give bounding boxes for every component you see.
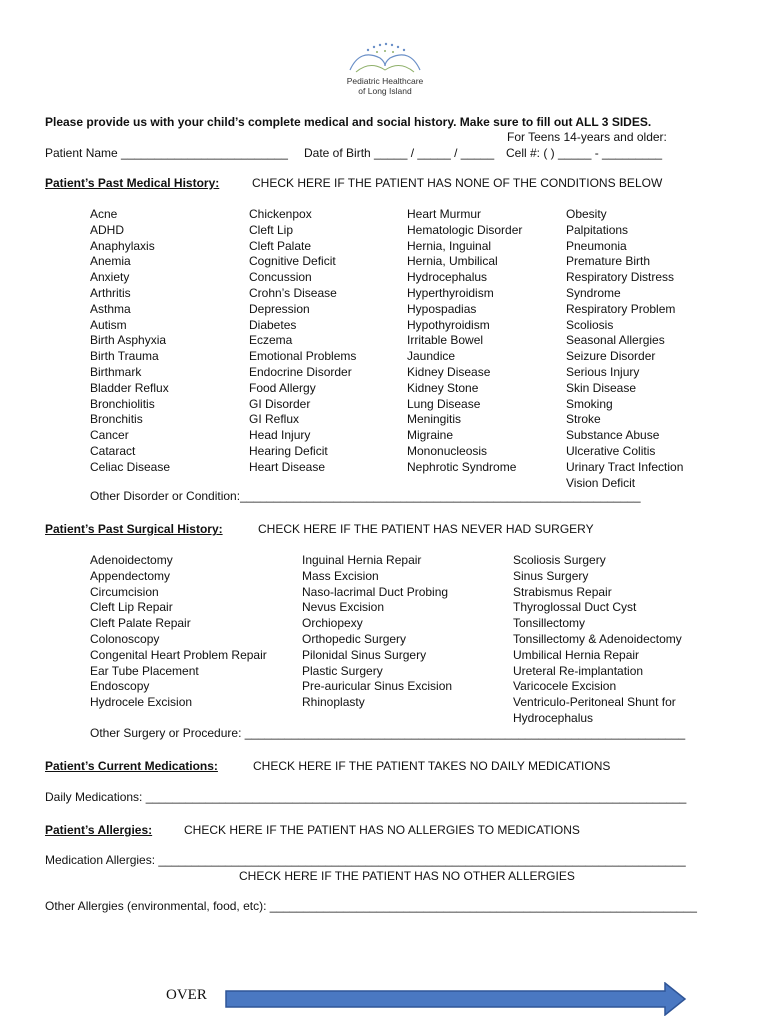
- list-item[interactable]: Food Allergy: [249, 380, 316, 395]
- list-item[interactable]: Cleft Palate: [249, 238, 312, 253]
- list-item[interactable]: Arthritis: [90, 285, 131, 300]
- list-item[interactable]: Sinus Surgery: [513, 568, 589, 583]
- logo-hands-icon: [330, 40, 440, 76]
- list-item[interactable]: Lung Disease: [407, 396, 481, 411]
- list-item[interactable]: Crohn’s Disease: [249, 285, 337, 300]
- list-item[interactable]: Jaundice: [407, 349, 456, 364]
- list-item[interactable]: Cleft Lip: [249, 222, 294, 237]
- list-item[interactable]: Irritable Bowel: [407, 333, 484, 348]
- list-item[interactable]: Obesity: [566, 207, 607, 221]
- list-item[interactable]: Scoliosis: [566, 317, 614, 332]
- list-item[interactable]: Circumcision: [90, 584, 159, 599]
- list-item[interactable]: Strabismus Repair: [513, 584, 612, 599]
- right-arrow-icon: [225, 982, 687, 1016]
- list-item[interactable]: Smoking: [566, 396, 613, 411]
- list-item[interactable]: Kidney Stone: [407, 380, 479, 395]
- medical-column-2: [249, 207, 356, 476]
- list-item[interactable]: Diabetes: [249, 317, 297, 332]
- list-item[interactable]: Birth Asphyxia: [90, 333, 167, 348]
- allergies-title: Patient’s Allergies:: [45, 823, 153, 837]
- list-item[interactable]: Tonsillectomy & Adenoidectomy: [513, 631, 682, 646]
- list-item[interactable]: Hearing Deficit: [249, 443, 328, 458]
- list-item[interactable]: Anemia: [90, 254, 131, 269]
- list-item[interactable]: Hematologic Disorder: [407, 222, 523, 237]
- list-item[interactable]: Varicocele Excision: [513, 679, 617, 694]
- list-item[interactable]: Hydrocele Excision: [90, 695, 193, 710]
- list-item[interactable]: GI Reflux: [249, 412, 300, 427]
- surgical-column-1: [90, 553, 267, 711]
- list-item[interactable]: Anxiety: [90, 270, 130, 285]
- list-item[interactable]: Adenoidectomy: [90, 553, 173, 567]
- no-other-allergies-checkbox[interactable]: CHECK HERE IF THE PATIENT HAS NO OTHER ALLERGIES: [239, 869, 575, 883]
- date-of-birth-field[interactable]: Date of Birth _____ / _____ / _____: [304, 146, 495, 160]
- list-item[interactable]: Hypospadias: [407, 301, 477, 316]
- list-item[interactable]: Nephrotic Syndrome: [407, 459, 517, 474]
- list-item[interactable]: Cleft Lip Repair: [90, 600, 173, 615]
- daily-medications-field[interactable]: Daily Medications: _________________________________________________________________________________: [45, 790, 687, 804]
- list-item[interactable]: ADHD: [90, 222, 125, 237]
- list-item[interactable]: Palpitations: [566, 222, 629, 237]
- list-item[interactable]: Kidney Disease: [407, 364, 491, 379]
- surgery-none-checkbox[interactable]: CHECK HERE IF THE PATIENT HAS NEVER HAD SURGERY: [258, 522, 594, 536]
- list-item[interactable]: Pilonidal Sinus Surgery: [302, 647, 427, 662]
- logo-line-2: of Long Island: [358, 86, 412, 96]
- list-item[interactable]: Appendectomy: [90, 568, 171, 583]
- logo-line-1: Pediatric Healthcare: [346, 76, 424, 86]
- list-item[interactable]: Ear Tube Placement: [90, 663, 199, 678]
- list-item[interactable]: Asthma: [90, 301, 131, 316]
- list-item[interactable]: Rhinoplasty: [302, 695, 365, 710]
- list-item[interactable]: Eczema: [249, 333, 293, 348]
- list-item[interactable]: Celiac Disease: [90, 459, 171, 474]
- list-item[interactable]: Endoscopy: [90, 679, 150, 694]
- list-item[interactable]: Skin Disease: [566, 380, 637, 395]
- list-item[interactable]: Hyperthyroidism: [407, 285, 494, 300]
- list-item[interactable]: Mass Excision: [302, 568, 379, 583]
- list-item[interactable]: Serious Injury: [566, 364, 640, 379]
- list-item[interactable]: Birthmark: [90, 364, 142, 379]
- surgical-history-title: Patient’s Past Surgical History:: [45, 522, 223, 536]
- list-item[interactable]: Heart Murmur: [407, 207, 482, 221]
- list-item[interactable]: Cataract: [90, 443, 136, 458]
- list-item[interactable]: Plastic Surgery: [302, 663, 383, 678]
- list-item[interactable]: Scoliosis Surgery: [513, 553, 606, 567]
- medical-none-checkbox[interactable]: CHECK HERE IF THE PATIENT HAS NONE OF THE CONDITIONS BELOW: [252, 176, 663, 190]
- other-surgery-field[interactable]: Other Surgery or Procedure: __________________________________________________________________: [90, 726, 686, 740]
- medications-title: Patient’s Current Medications:: [45, 759, 218, 773]
- list-item[interactable]: Heart Disease: [249, 459, 326, 474]
- list-item[interactable]: Bronchitis: [90, 412, 143, 427]
- list-item[interactable]: Seasonal Allergies: [566, 333, 665, 348]
- list-item[interactable]: Migraine: [407, 428, 454, 443]
- practice-logo: [330, 40, 440, 100]
- teens-note: For Teens 14-years and older:: [507, 130, 667, 144]
- list-item[interactable]: Anaphylaxis: [90, 238, 155, 253]
- list-item[interactable]: Ventriculo-Peritoneal Shunt for: [513, 695, 676, 710]
- list-item[interactable]: Bladder Reflux: [90, 380, 169, 395]
- list-item[interactable]: Chickenpox: [249, 207, 312, 221]
- surgical-column-3: [513, 553, 682, 727]
- list-item[interactable]: Endocrine Disorder: [249, 364, 352, 379]
- list-item[interactable]: Nevus Excision: [302, 600, 385, 615]
- list-item[interactable]: Naso-lacrimal Duct Probing: [302, 584, 449, 599]
- no-medications-checkbox[interactable]: CHECK HERE IF THE PATIENT TAKES NO DAILY MEDICATIONS: [253, 759, 611, 773]
- list-item[interactable]: Cleft Palate Repair: [90, 616, 191, 631]
- medical-column-1: [90, 207, 170, 476]
- medication-allergies-field[interactable]: Medication Allergies: _______________________________________________________________________________: [45, 853, 686, 867]
- instruction-text: Please provide us with your child’s complete medical and social history. Make sure to fill out ALL 3 SIDES.: [45, 115, 652, 129]
- other-condition-field[interactable]: Other Disorder or Condition:____________________________________________________________: [90, 489, 641, 503]
- list-item[interactable]: Respiratory Distress: [566, 270, 675, 285]
- list-item[interactable]: Hernia, Inguinal: [407, 238, 492, 253]
- cell-phone-field[interactable]: Cell #: ( ) _____ - _________: [506, 146, 663, 160]
- list-item[interactable]: Substance Abuse: [566, 428, 660, 443]
- list-item[interactable]: Thyroglossal Duct Cyst: [513, 600, 637, 615]
- patient-name-field[interactable]: Patient Name _________________________: [45, 146, 288, 160]
- list-item[interactable]: GI Disorder: [249, 396, 311, 411]
- list-item[interactable]: Meningitis: [407, 412, 462, 427]
- list-item[interactable]: Stroke: [566, 412, 601, 427]
- list-item[interactable]: Seizure Disorder: [566, 349, 656, 364]
- list-item[interactable]: Colonoscopy: [90, 631, 160, 646]
- medical-column-4: [566, 207, 683, 491]
- list-item[interactable]: Orchiopexy: [302, 616, 363, 631]
- list-item[interactable]: Congenital Heart Problem Repair: [90, 647, 267, 662]
- list-item[interactable]: Acne: [90, 207, 118, 221]
- list-item[interactable]: Mononucleosis: [407, 443, 488, 458]
- list-item[interactable]: Respiratory Problem: [566, 301, 676, 316]
- list-item[interactable]: Pre-auricular Sinus Excision: [302, 679, 453, 694]
- list-item[interactable]: Hypothyroidism: [407, 317, 490, 332]
- list-item[interactable]: Hydrocephalus: [513, 710, 594, 725]
- list-item[interactable]: Hernia, Umbilical: [407, 254, 498, 269]
- list-item[interactable]: Depression: [249, 301, 310, 316]
- list-item[interactable]: Head Injury: [249, 428, 311, 443]
- list-item[interactable]: Tonsillectomy: [513, 616, 586, 631]
- medical-history-title: Patient’s Past Medical History:: [45, 176, 220, 190]
- list-item[interactable]: Orthopedic Surgery: [302, 631, 407, 646]
- list-item[interactable]: Emotional Problems: [249, 349, 357, 364]
- list-item[interactable]: Cognitive Deficit: [249, 254, 336, 269]
- over-label: OVER: [166, 987, 207, 1003]
- list-item[interactable]: Pneumonia: [566, 238, 627, 253]
- list-item[interactable]: Birth Trauma: [90, 349, 159, 364]
- list-item[interactable]: Ureteral Re-implantation: [513, 663, 644, 678]
- list-item[interactable]: Concussion: [249, 270, 312, 285]
- list-item[interactable]: Urinary Tract Infection: [566, 459, 684, 474]
- list-item[interactable]: Bronchiolitis: [90, 396, 155, 411]
- list-item[interactable]: Hydrocephalus: [407, 270, 488, 285]
- list-item[interactable]: Umbilical Hernia Repair: [513, 647, 640, 662]
- list-item[interactable]: Vision Deficit: [566, 475, 636, 490]
- no-medication-allergies-checkbox[interactable]: CHECK HERE IF THE PATIENT HAS NO ALLERGIES TO MEDICATIONS: [184, 823, 580, 837]
- list-item[interactable]: Syndrome: [566, 285, 621, 300]
- list-item[interactable]: Cancer: [90, 428, 129, 443]
- list-item[interactable]: Autism: [90, 317, 127, 332]
- medical-column-3: [407, 207, 522, 476]
- surgical-column-2: [302, 553, 452, 711]
- list-item[interactable]: Premature Birth: [566, 254, 651, 269]
- list-item[interactable]: Inguinal Hernia Repair: [302, 553, 422, 567]
- other-allergies-field[interactable]: Other Allergies (environmental, food, etc): ________________________________________________________________: [45, 899, 697, 913]
- list-item[interactable]: Ulcerative Colitis: [566, 443, 656, 458]
